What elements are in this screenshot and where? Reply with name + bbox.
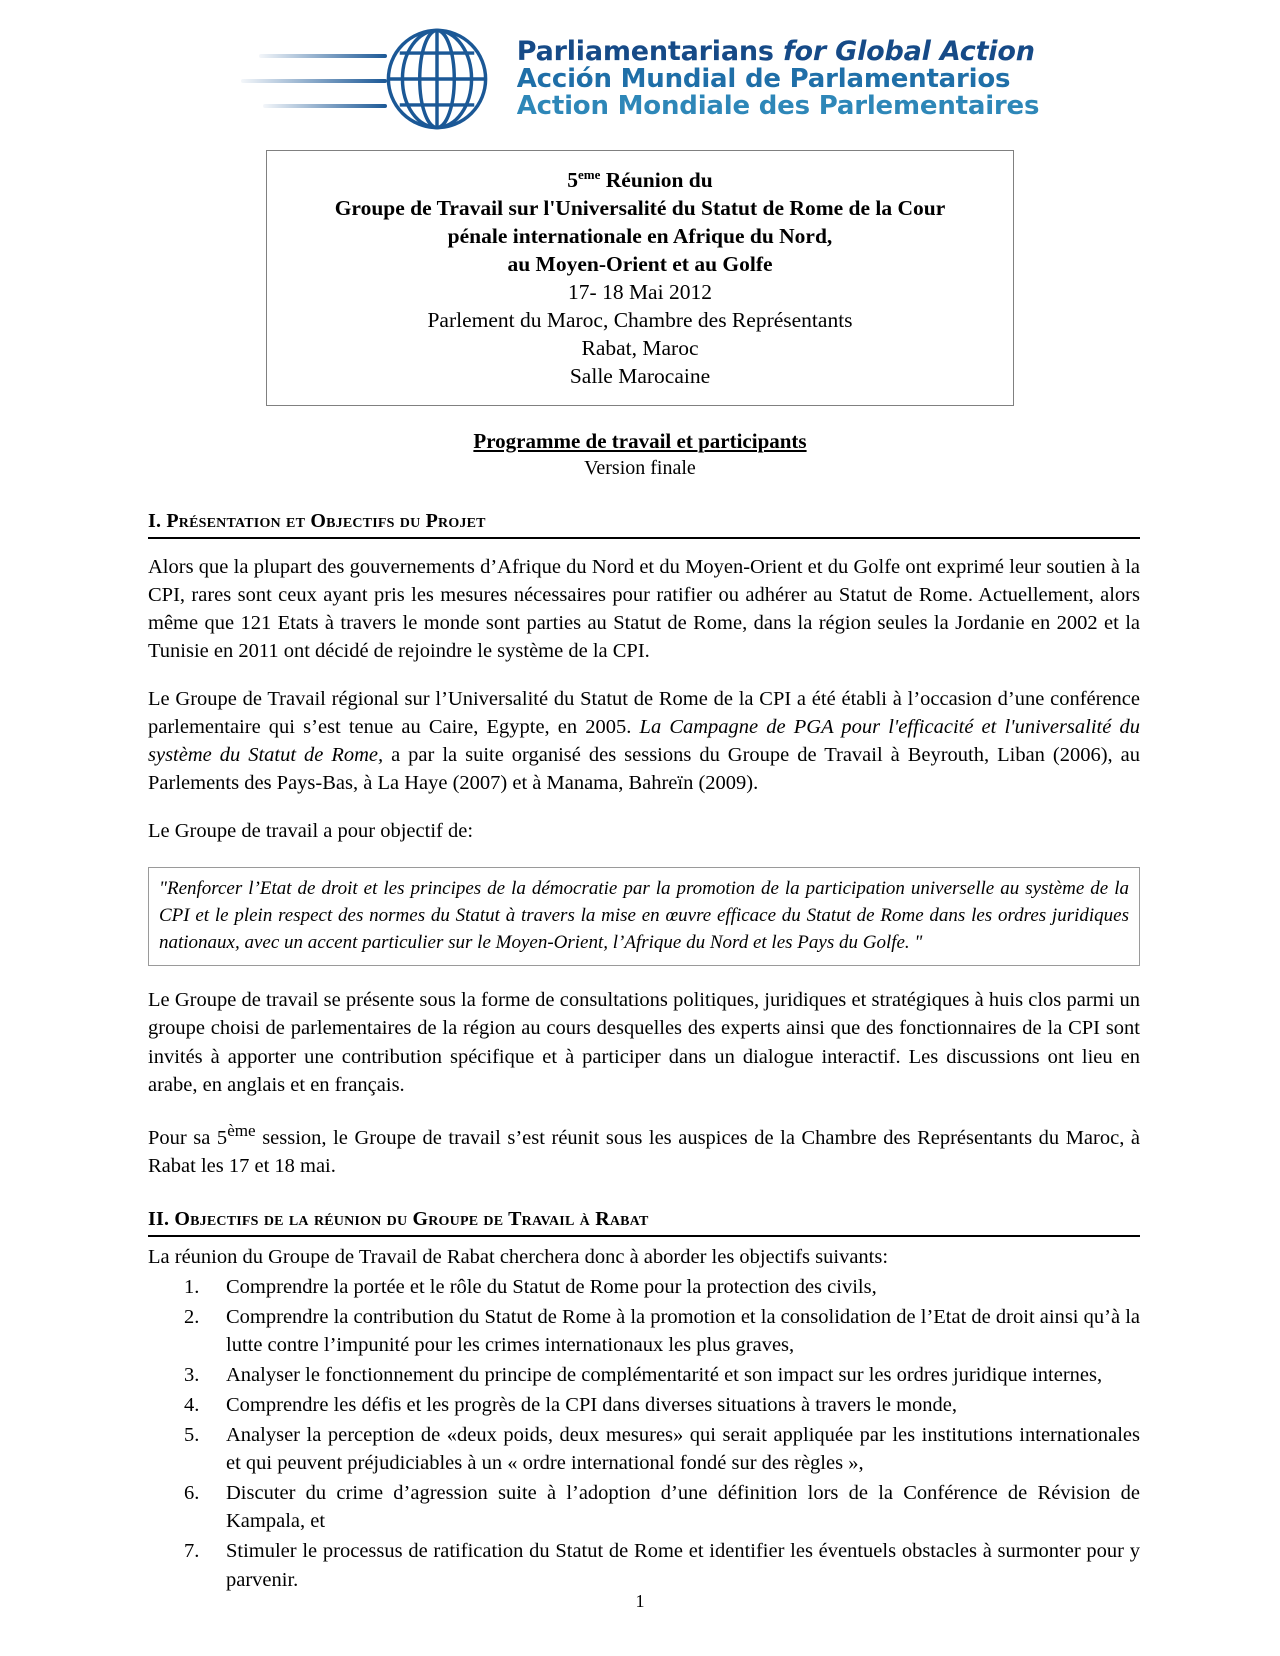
section-1-para5-rest: session, le Groupe de travail s’est réunit sous les auspices de la Chambre des Représentants du Maroc, à Rabat les 17 et 18 mai. <box>148 1126 1140 1177</box>
list-item: Comprendre la contribution du Statut de Rome à la promotion et la consolidation de l’Etat de droit ainsi qu’à la lutte contre l’impunité pour les crimes internationaux les plus graves, <box>226 1305 1140 1356</box>
title-ordinal-suffix: eme <box>578 167 601 182</box>
section-1-para5-prefix: Pour sa 5 <box>148 1126 228 1149</box>
meeting-title-box <box>266 150 1014 406</box>
section-1-para2-part1: Le Groupe de Travail régional sur l’Universalité du Statut de Rome de la CPI a été établi à l’occasion d’une conférence parlementaire qui s’est tenue au Caire, Egypte, en 2005. <box>148 688 1140 739</box>
logo-line-english <box>516 35 1040 67</box>
section-1-paragraph-2 <box>148 685 1140 797</box>
title-venue: Parlement du Maroc, Chambre des Représentants <box>427 307 853 332</box>
section-1-title: Présentation et Objectifs du Projet <box>166 509 486 532</box>
objective-quote-box <box>148 867 1140 966</box>
logo-text-block <box>516 35 1040 122</box>
section-2-intro: La réunion du Groupe de Travail de Rabat cherchera donc à aborder les objectifs suivants: <box>148 1245 889 1268</box>
pga-logo <box>241 24 1040 134</box>
section-2-title: Objectifs de la réunion du Groupe de Travail à Rabat <box>174 1207 649 1230</box>
list-item: Comprendre les défis et les progrès de la CPI dans diverses situations à travers le monde, <box>226 1394 957 1417</box>
list-item: Analyser la perception de «deux poids, deux mesures» qui serait appliquée par les institutions internationales et qui peuvent préjudiciables à un « ordre international fondé sur des règles », <box>226 1424 1140 1475</box>
section-2-number: II. <box>148 1207 170 1230</box>
logo-line-french: Action Mondiale des Parlementaires <box>516 91 1040 122</box>
speed-lines-icon <box>241 24 391 134</box>
title-ordinal-number: 5 <box>567 168 579 193</box>
document-subtitle <box>0 428 1280 482</box>
section-1-para2-part2: a par la suite organisé des sessions du Groupe de Travail à Beyrouth, Liban (2006), au Parlements des Pays-Bas, à La Haye (2007) et à Manama, Bahreïn (2009). <box>148 744 1140 795</box>
list-item: Stimuler le processus de ratification du Statut de Rome et identifier les éventuels obstacles à surmonter pour y parvenir. <box>226 1540 1140 1591</box>
section-1-paragraph-5 <box>148 1119 1140 1180</box>
title-line-4: au Moyen-Orient et au Golfe <box>507 251 773 276</box>
title-line-1 <box>285 167 995 195</box>
title-line-2: Groupe de Travail sur l'Universalité du Statut de Rome de la Cour <box>334 196 946 221</box>
section-1-paragraph-3: Le Groupe de travail a pour objectif de: <box>148 820 474 843</box>
objectives-list <box>148 1273 1140 1594</box>
title-dates: 17- 18 Mai 2012 <box>568 279 712 304</box>
section-1-paragraph-4: Le Groupe de travail se présente sous la forme de consultations politiques, juridiques et stratégiques à huis clos parmi un groupe choisi de parlementaires de la région au cours desquelles des experts ainsi que des fonctionnaires de la CPI sont invités à apporter une contribution spécifique et à participer dans un dialogue interactif. Les discussions ont lieu en arabe, en anglais et en français. <box>148 989 1140 1096</box>
title-line-1-rest: Réunion du <box>600 168 713 193</box>
title-line-3: pénale internationale en Afrique du Nord, <box>447 224 833 249</box>
logo-line-spanish: Acción Mundial de Parlamentarios <box>516 64 1011 94</box>
subtitle-main: Programme de travail et participants <box>473 428 807 453</box>
logo-line-english-italic: for Global Action <box>782 35 1035 67</box>
list-item: Comprendre la portée et le rôle du Statut de Rome pour la protection des civils, <box>226 1275 877 1298</box>
list-item: Discuter du crime d’agression suite à l’adoption d’une définition lors de la Conférence de Révision de Kampala, et <box>226 1482 1140 1533</box>
title-room: Salle Marocaine <box>569 363 711 388</box>
objective-quote-text: "Renforcer l’Etat de droit et les principes de la démocratie par la promotion de la participation universelle au système de la CPI et le plein respect des normes du Statut à travers la mise en œuvre efficace du Statut de Rome dans les ordres juridiques nationaux, avec un accent particulier sur le Moyen-Orient, l’Afrique du Nord et les Pays du Golfe. " <box>159 878 1129 954</box>
section-1-para2-campaign-name: La Campagne de PGA pour l'efficacité et l'universalité du système du Statut de Rome, <box>148 716 1140 767</box>
section-heading-1 <box>148 510 1140 539</box>
section-1-para5-ordinal: ème <box>227 1120 256 1140</box>
section-1-paragraph-1: Alors que la plupart des gouvernements d’Afrique du Nord et du Moyen-Orient et du Golfe ont exprimé leur soutien à la CPI, rares sont ceux ayant pris les mesures nécessaires pour ratifier ou adhérer au Statut de Rome. Actuellement, alors même que 121 Etats à travers le monde sont parties au Statut de Rome, dans la région seules la Jordanie en 2002 et la Tunisie en 2011 ont décidé de rejoindre le système de la CPI. <box>148 555 1140 662</box>
globe-icon <box>383 25 491 133</box>
page-number: 1 <box>635 1591 645 1611</box>
document-body <box>140 510 1140 1594</box>
title-city: Rabat, Maroc <box>581 335 699 360</box>
document-header <box>0 0 1280 130</box>
list-item: Analyser le fonctionnement du principe de complémentarité et son impact sur les ordres juridique internes, <box>226 1363 1103 1386</box>
section-1-number: I. <box>148 509 162 532</box>
section-heading-2 <box>148 1208 1140 1237</box>
subtitle-version: Version finale <box>584 457 696 480</box>
logo-line-english-plain: Parliamentarians <box>516 35 783 67</box>
